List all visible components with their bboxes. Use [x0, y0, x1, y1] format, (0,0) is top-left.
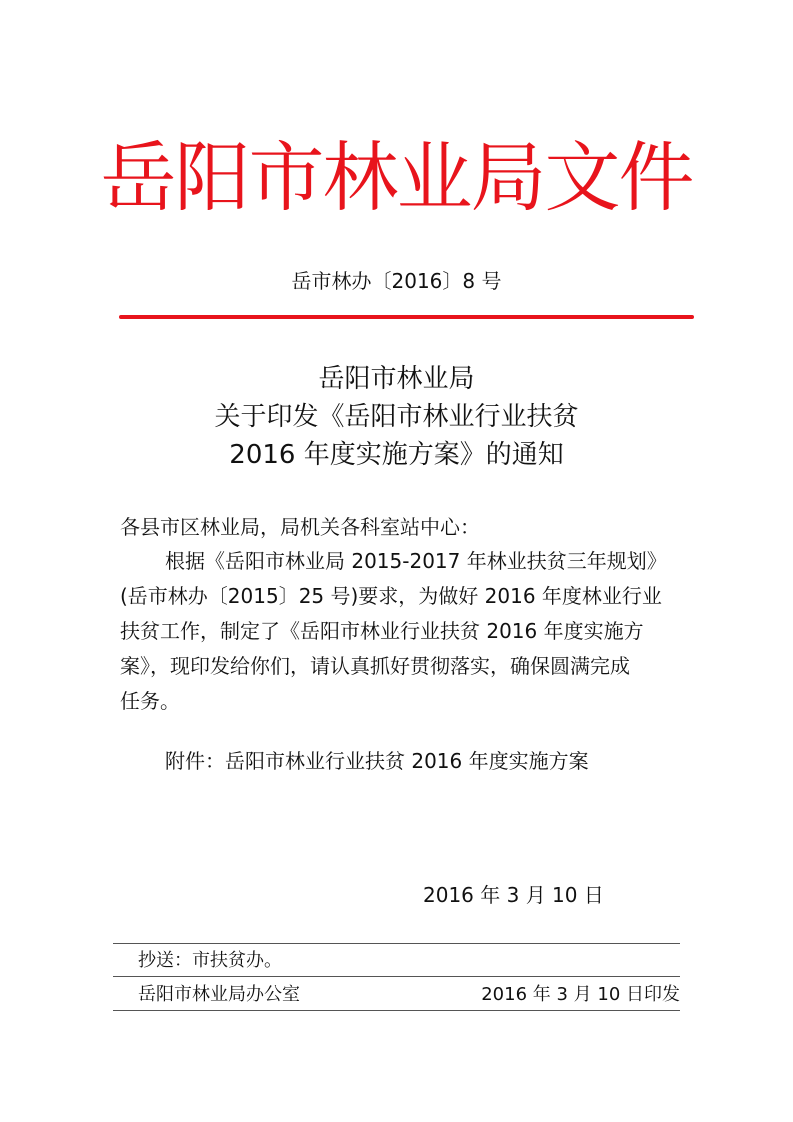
footer-divider-middle: [113, 976, 680, 977]
body-paragraph: [120, 544, 680, 719]
notice-title: [0, 360, 793, 474]
paragraph-line: 案》，现印发给你们，请认真抓好贯彻落实，确保圆满完成: [120, 654, 630, 678]
document-header-title: 岳阳市林业局文件: [100, 133, 693, 222]
paragraph-line: 根据《岳阳市林业局 2015-2017 年林业扶贫三年规划》: [165, 549, 667, 573]
title-line-3: 2016 年度实施方案》的通知: [229, 440, 564, 470]
cc-recipients: 抄送：市扶贫办。: [138, 950, 282, 971]
attachment-note: 附件：岳阳市林业行业扶贫 2016 年度实施方案: [165, 749, 589, 773]
document-number: 岳市林办〔2016〕8 号: [291, 269, 502, 293]
print-date: 2016 年 3 月 10 日印发: [481, 984, 680, 1005]
salutation: 各县市区林业局，局机关各科室站中心：: [120, 515, 480, 539]
footer-divider-top: [113, 943, 680, 944]
red-divider: [119, 315, 694, 319]
signing-date: 2016 年 3 月 10 日: [423, 883, 604, 907]
paragraph-line: (岳市林办〔2015〕25 号)要求，为做好 2016 年度林业行业: [120, 584, 662, 608]
paragraph-line: 扶贫工作，制定了《岳阳市林业行业扶贫 2016 年度实施方: [120, 619, 644, 643]
title-line-1: 岳阳市林业局: [318, 364, 475, 394]
issuing-office: 岳阳市林业局办公室: [138, 984, 300, 1005]
footer-divider-bottom: [113, 1010, 680, 1011]
title-line-2: 关于印发《岳阳市林业行业扶贫: [214, 402, 579, 432]
paragraph-line: 任务。: [120, 689, 180, 713]
